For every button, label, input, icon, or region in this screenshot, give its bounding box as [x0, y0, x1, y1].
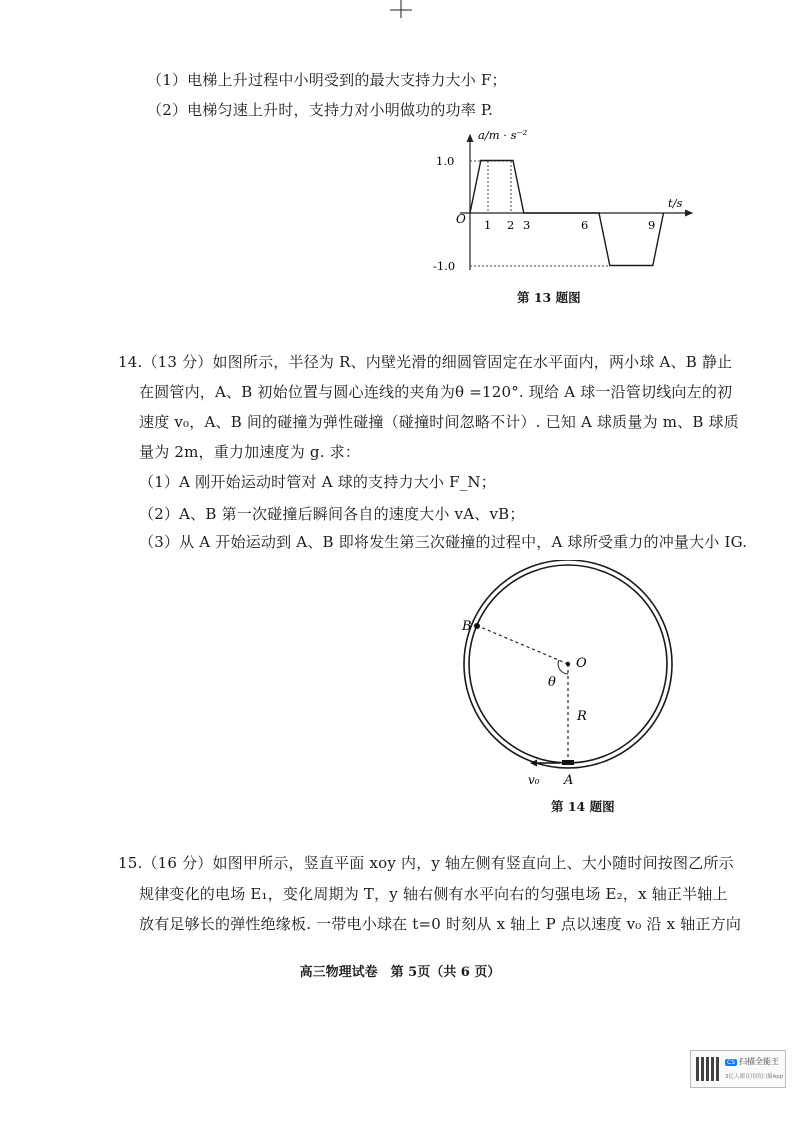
- x-tick-9: 9: [648, 218, 656, 232]
- scanner-watermark: [690, 1050, 786, 1088]
- label-R: R: [577, 709, 587, 724]
- label-theta: θ: [548, 675, 556, 690]
- q15-line-2: 规律变化的电场 E₁，变化周期为 T，y 轴右侧有水平向右的匀强电场 E₂，x 轴正半轴上: [139, 885, 728, 903]
- cs-badge: CS: [727, 1059, 735, 1066]
- origin-label: O: [456, 212, 466, 226]
- q14-part-2: （2）A、B 第一次碰撞后瞬间各自的速度大小 vA、vB；: [139, 505, 525, 523]
- x-tick-6: 6: [581, 218, 589, 232]
- ball-B: [474, 623, 480, 629]
- q14-line-2: 在圆管内，A、B 初始位置与圆心连线的夹角为θ =120°. 现给 A 球一沿管切线向左的初: [139, 383, 733, 401]
- stamp-subtitle: 3亿人都在用的扫描App: [725, 1074, 784, 1080]
- q15-line-1: 15.（16 分）如图甲所示，竖直平面 xoy 内，y 轴左侧有竖直向上、大小随时间按图乙所示: [118, 854, 734, 872]
- label-v0: v₀: [528, 773, 540, 787]
- x-tick-2: 2: [507, 218, 515, 232]
- crop-mark: [388, 0, 414, 20]
- page-footer: 高三物理试卷 第 5页（共 6 页）: [299, 965, 501, 980]
- radius-OB: [478, 626, 568, 664]
- q14-line-1: 14.（13 分）如图所示，半径为 R、内壁光滑的细圆管固定在水平面内，两小球 A、B 静止: [118, 353, 733, 371]
- q14-part-3: （3）从 A 开始运动到 A、B 即将发生第三次碰撞的过程中，A 球所受重力的冲量大小 IG.: [139, 533, 748, 551]
- y-tick-neg1: -1.0: [433, 259, 456, 273]
- y-tick-1: 1.0: [436, 154, 455, 168]
- q13-part1: （1）电梯上升过程中小明受到的最大支持力大小 F；: [147, 71, 507, 89]
- ball-A: [562, 760, 574, 765]
- qr-code-icon: [696, 1057, 720, 1081]
- q14-line-3: 速度 v₀，A、B 间的碰撞为弹性碰撞（碰撞时间忽略不计）. 已知 A 球质量为 m、B 球质: [139, 413, 739, 431]
- center-point: [566, 662, 570, 666]
- label-B: B: [462, 619, 472, 634]
- figure-14: [440, 560, 700, 795]
- graph-13-caption: 第 13 题图: [517, 290, 581, 305]
- label-A: A: [564, 773, 574, 788]
- x-tick-1: 1: [484, 218, 492, 232]
- stamp-title: 扫描全能王: [739, 1057, 779, 1066]
- figure-14-caption: 第 14 题图: [551, 799, 615, 814]
- graph-13: [430, 125, 700, 285]
- x-axis-label: t/s: [668, 196, 683, 210]
- angle-arc: [558, 660, 568, 674]
- q14-part-1: （1）A 刚开始运动时管对 A 球的支持力大小 F_N；: [139, 473, 496, 491]
- label-O: O: [576, 656, 587, 671]
- y-axis-label: a/m · s⁻²: [478, 128, 528, 142]
- x-tick-3: 3: [523, 218, 531, 232]
- q15-line-3: 放有足够长的弹性绝缘板. 一带电小球在 t=0 时刻从 x 轴上 P 点以速度 v₀ 沿 x 轴正方向: [139, 915, 742, 933]
- q14-line-4: 量为 2m，重力加速度为 g. 求：: [139, 443, 361, 461]
- q13-part2: （2）电梯匀速上升时，支持力对小明做功的功率 P.: [147, 101, 494, 119]
